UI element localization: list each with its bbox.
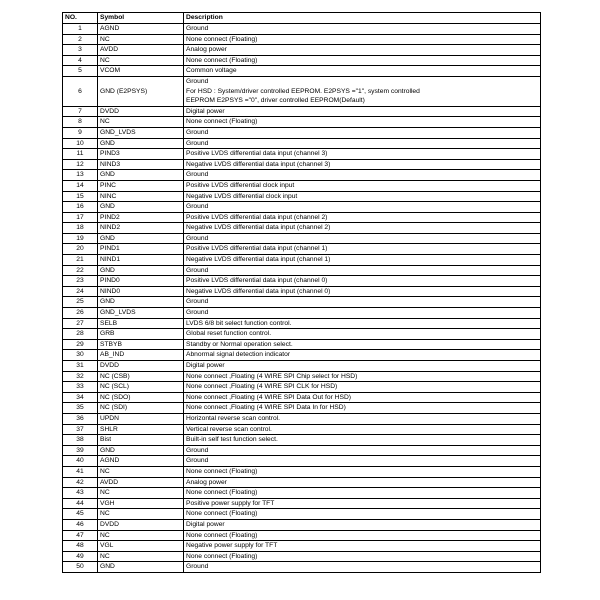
table-row	[63, 392, 541, 403]
pin-symbol: PIND0	[98, 276, 184, 287]
pin-number: 31	[63, 361, 98, 372]
pin-number: 42	[63, 477, 98, 488]
pin-description: None connect (Floating)	[184, 488, 541, 499]
pin-symbol: GND	[98, 233, 184, 244]
pin-symbol: GND	[98, 202, 184, 213]
pin-symbol: VGH	[98, 498, 184, 509]
table-row	[63, 445, 541, 456]
table-row	[63, 138, 541, 149]
pin-symbol: NC	[98, 488, 184, 499]
pin-description: LVDS 6/8 bit select function control.	[184, 318, 541, 329]
pin-number: 4	[63, 55, 98, 66]
pin-symbol: PINC	[98, 180, 184, 191]
pin-symbol: NC (SDI)	[98, 403, 184, 414]
pin-description: Positive power supply for TFT	[184, 498, 541, 509]
pin-symbol: AVDD	[98, 45, 184, 56]
table-row	[63, 212, 541, 223]
pin-description: None connect (Floating)	[184, 530, 541, 541]
table-row	[63, 466, 541, 477]
pin-symbol: PIND1	[98, 244, 184, 255]
pin-number: 1	[63, 24, 98, 35]
pin-symbol: AGND	[98, 456, 184, 467]
pin-description: None connect (Floating)	[184, 551, 541, 562]
pin-description	[184, 76, 541, 106]
pin-description: Analog power	[184, 477, 541, 488]
pin-symbol: NC	[98, 509, 184, 520]
table-row	[63, 551, 541, 562]
pin-number: 5	[63, 66, 98, 77]
pin-description: Global reset function control.	[184, 329, 541, 340]
pin-symbol: GND (E2PSYS)	[98, 76, 184, 106]
pin-description: Positive LVDS differential data input (channel 1)	[184, 244, 541, 255]
table-row	[63, 244, 541, 255]
pin-symbol: DVDD	[98, 361, 184, 372]
pin-description: Built-in self test function select.	[184, 435, 541, 446]
pin-rows	[63, 24, 541, 573]
pin-symbol: AVDD	[98, 477, 184, 488]
pin-description: None connect ,Floating (4 WIRE SPI Data Out for HSD)	[184, 392, 541, 403]
pin-number: 16	[63, 202, 98, 213]
pin-number: 13	[63, 170, 98, 181]
pin-symbol: AB_IND	[98, 350, 184, 361]
pin-number: 43	[63, 488, 98, 499]
pin-number: 48	[63, 541, 98, 552]
table-row	[63, 45, 541, 56]
table-row	[63, 24, 541, 35]
table-row	[63, 233, 541, 244]
pin-number: 37	[63, 424, 98, 435]
pin-symbol: GND	[98, 445, 184, 456]
pin-description: Analog power	[184, 45, 541, 56]
pin-description: Standby or Normal operation select.	[184, 339, 541, 350]
table-row	[63, 424, 541, 435]
table-row	[63, 541, 541, 552]
pin-description: Negative LVDS differential data input (channel 2)	[184, 223, 541, 234]
table-row	[63, 276, 541, 287]
pin-description: None connect ,Floating (4 WIRE SPI Data In for HSD)	[184, 403, 541, 414]
pin-number: 10	[63, 138, 98, 149]
pin-number: 11	[63, 149, 98, 160]
pin-description: Negative LVDS differential data input (channel 0)	[184, 286, 541, 297]
pin-number: 9	[63, 127, 98, 138]
table-row	[63, 350, 541, 361]
pin-description: Ground	[184, 24, 541, 35]
pin-number: 39	[63, 445, 98, 456]
pin-description: None connect (Floating)	[184, 55, 541, 66]
table-row	[63, 255, 541, 266]
pin-symbol: SHLR	[98, 424, 184, 435]
table-row	[63, 361, 541, 372]
table-row	[63, 498, 541, 509]
pin-number: 46	[63, 519, 98, 530]
pin-symbol: NIND1	[98, 255, 184, 266]
pin-number: 30	[63, 350, 98, 361]
description-line: EEPROM E2PSYS ="0", driver controlled EEPROM(Default)	[186, 97, 365, 105]
table-row	[63, 297, 541, 308]
pin-description: None connect (Floating)	[184, 509, 541, 520]
pin-description: Ground	[184, 170, 541, 181]
pin-number: 14	[63, 180, 98, 191]
pin-number: 8	[63, 117, 98, 128]
pin-number: 29	[63, 339, 98, 350]
pin-symbol: NC	[98, 551, 184, 562]
table-row	[63, 403, 541, 414]
pin-number: 32	[63, 371, 98, 382]
pin-description: Positive LVDS differential data input (channel 2)	[184, 212, 541, 223]
pin-symbol: VCOM	[98, 66, 184, 77]
pin-description: None connect (Floating)	[184, 34, 541, 45]
pin-symbol: GND	[98, 562, 184, 573]
table-row	[63, 76, 541, 106]
table-row	[63, 456, 541, 467]
table-row	[63, 117, 541, 128]
pin-number: 34	[63, 392, 98, 403]
pin-symbol: GND	[98, 170, 184, 181]
pin-description: Vertical reverse scan control.	[184, 424, 541, 435]
pin-symbol: NIND2	[98, 223, 184, 234]
table-row	[63, 191, 541, 202]
table-row	[63, 223, 541, 234]
pin-symbol: NC	[98, 530, 184, 541]
pin-description: Positive LVDS differential data input (channel 0)	[184, 276, 541, 287]
pin-symbol: NC	[98, 55, 184, 66]
pin-number: 23	[63, 276, 98, 287]
pin-number: 35	[63, 403, 98, 414]
pin-number: 50	[63, 562, 98, 573]
table-row	[63, 106, 541, 117]
pin-symbol: GRB	[98, 329, 184, 340]
pin-symbol: Bist	[98, 435, 184, 446]
header-symbol: Symbol	[98, 13, 184, 24]
table-row	[63, 202, 541, 213]
header-no: NO.	[63, 13, 98, 24]
pin-description: Digital power	[184, 106, 541, 117]
pin-number: 12	[63, 159, 98, 170]
pin-symbol: GND	[98, 297, 184, 308]
pin-symbol: NC (CSB)	[98, 371, 184, 382]
pin-number: 28	[63, 329, 98, 340]
pin-description: Ground	[184, 138, 541, 149]
pin-description: Digital power	[184, 361, 541, 372]
pin-description: Negative LVDS differential data input (channel 1)	[184, 255, 541, 266]
pin-description: Negative power supply for TFT	[184, 541, 541, 552]
pin-symbol: PIND2	[98, 212, 184, 223]
pin-number: 3	[63, 45, 98, 56]
pin-description: Ground	[184, 445, 541, 456]
pin-number: 6	[63, 76, 98, 106]
pin-description: Positive LVDS differential data input (channel 3)	[184, 149, 541, 160]
table-row	[63, 66, 541, 77]
pin-symbol: GND	[98, 265, 184, 276]
pin-symbol: NC (SCL)	[98, 382, 184, 393]
pin-assignment-document	[62, 12, 541, 573]
pin-number: 18	[63, 223, 98, 234]
pin-symbol: UPDN	[98, 413, 184, 424]
table-row	[63, 488, 541, 499]
pin-number: 36	[63, 413, 98, 424]
table-row	[63, 413, 541, 424]
table-row	[63, 519, 541, 530]
pin-table	[62, 12, 541, 573]
pin-symbol: DVDD	[98, 519, 184, 530]
table-row	[63, 329, 541, 340]
pin-description: Ground	[184, 456, 541, 467]
pin-description: Negative LVDS differential clock input	[184, 191, 541, 202]
pin-number: 40	[63, 456, 98, 467]
table-row	[63, 339, 541, 350]
table-row	[63, 308, 541, 319]
pin-description: Abnormal signal detection indicator	[184, 350, 541, 361]
pin-description: Ground	[184, 297, 541, 308]
pin-description: Ground	[184, 308, 541, 319]
pin-number: 45	[63, 509, 98, 520]
pin-symbol: NC	[98, 466, 184, 477]
pin-number: 44	[63, 498, 98, 509]
table-row	[63, 170, 541, 181]
pin-symbol: DVDD	[98, 106, 184, 117]
pin-number: 33	[63, 382, 98, 393]
pin-description: None connect ,Floating (4 WIRE SPI Chip select for HSD)	[184, 371, 541, 382]
table-row	[63, 149, 541, 160]
table-row	[63, 55, 541, 66]
description-line: For HSD : System/driver controlled EEPROM. E2PSYS ="1", system controlled	[186, 87, 420, 95]
description-line: Ground	[186, 77, 209, 85]
pin-number: 47	[63, 530, 98, 541]
pin-number: 26	[63, 308, 98, 319]
pin-number: 41	[63, 466, 98, 477]
pin-number: 20	[63, 244, 98, 255]
pin-symbol: NIND3	[98, 159, 184, 170]
pin-description: Common voltage	[184, 66, 541, 77]
table-row	[63, 371, 541, 382]
pin-number: 49	[63, 551, 98, 562]
table-row	[63, 265, 541, 276]
table-row	[63, 180, 541, 191]
pin-description: Positive LVDS differential clock input	[184, 180, 541, 191]
pin-symbol: GND_LVDS	[98, 127, 184, 138]
pin-description: None connect ,Floating (4 WIRE SPI CLK for HSD)	[184, 382, 541, 393]
pin-symbol: GND_LVDS	[98, 308, 184, 319]
pin-symbol: NINC	[98, 191, 184, 202]
table-row	[63, 477, 541, 488]
pin-symbol: NC	[98, 34, 184, 45]
table-row	[63, 562, 541, 573]
table-row	[63, 318, 541, 329]
pin-number: 25	[63, 297, 98, 308]
pin-number: 17	[63, 212, 98, 223]
table-row	[63, 286, 541, 297]
table-row	[63, 127, 541, 138]
pin-number: 21	[63, 255, 98, 266]
pin-number: 38	[63, 435, 98, 446]
pin-symbol: SELB	[98, 318, 184, 329]
pin-number: 22	[63, 265, 98, 276]
pin-number: 7	[63, 106, 98, 117]
pin-symbol: PIND3	[98, 149, 184, 160]
pin-number: 15	[63, 191, 98, 202]
pin-symbol: NC (SDO)	[98, 392, 184, 403]
header-row	[63, 13, 541, 24]
table-row	[63, 530, 541, 541]
pin-symbol: AGND	[98, 24, 184, 35]
pin-number: 24	[63, 286, 98, 297]
pin-symbol: NIND0	[98, 286, 184, 297]
pin-description: Negative LVDS differential data input (channel 3)	[184, 159, 541, 170]
table-row	[63, 34, 541, 45]
pin-description: Ground	[184, 562, 541, 573]
table-row	[63, 509, 541, 520]
pin-symbol: NC	[98, 117, 184, 128]
pin-symbol: STBYB	[98, 339, 184, 350]
pin-description: Horizontal reverse scan control.	[184, 413, 541, 424]
pin-description: Ground	[184, 202, 541, 213]
pin-description: Ground	[184, 265, 541, 276]
pin-description: Digital power	[184, 519, 541, 530]
table-row	[63, 382, 541, 393]
pin-number: 27	[63, 318, 98, 329]
pin-description: Ground	[184, 233, 541, 244]
table-row	[63, 435, 541, 446]
pin-description: Ground	[184, 127, 541, 138]
pin-symbol: GND	[98, 138, 184, 149]
table-row	[63, 159, 541, 170]
pin-description: None connect (Floating)	[184, 117, 541, 128]
pin-description: None connect (Floating)	[184, 466, 541, 477]
pin-number: 2	[63, 34, 98, 45]
header-description: Description	[184, 13, 541, 24]
pin-number: 19	[63, 233, 98, 244]
pin-symbol: VGL	[98, 541, 184, 552]
